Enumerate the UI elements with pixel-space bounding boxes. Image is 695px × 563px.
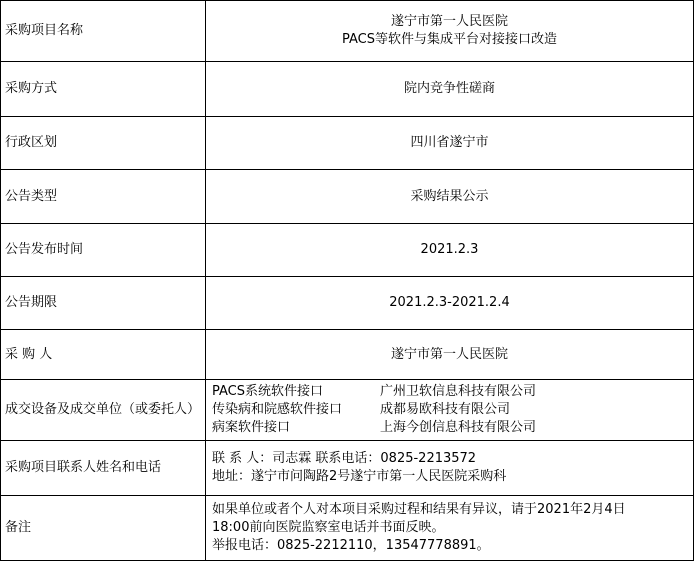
row-contact <box>1 441 694 496</box>
label-period: 公告期限 <box>1 277 206 330</box>
award-supplier-1: 广州卫软信息科技有限公司 <box>380 384 537 399</box>
row-project-name <box>1 1 694 62</box>
row-award <box>1 380 694 441</box>
label-publish-time: 公告发布时间 <box>1 224 206 277</box>
row-remark <box>1 496 694 561</box>
value-notice-type: 采购结果公示 <box>206 170 694 224</box>
label-purchaser: 采 购 人 <box>1 330 206 380</box>
label-notice-type: 公告类型 <box>1 170 206 224</box>
row-region <box>1 117 694 170</box>
value-period: 2021.2.3-2021.2.4 <box>206 277 694 330</box>
remark-line1: 如果单位或者个人对本项目采购过程和结果有异议，请于2021年2月4日 <box>212 502 626 517</box>
award-list <box>212 383 693 437</box>
value-publish-time: 2021.2.3 <box>206 224 694 277</box>
row-method <box>1 62 694 117</box>
value-remark <box>206 496 694 561</box>
remark-line3: 举报电话：0825-2212110，13547778891。 <box>212 538 490 553</box>
row-notice-type <box>1 170 694 224</box>
value-project-name <box>206 1 694 62</box>
award-supplier-2: 成都易欧科技有限公司 <box>380 402 511 417</box>
value-region: 四川省遂宁市 <box>206 117 694 170</box>
label-project-name: 采购项目名称 <box>1 1 206 62</box>
contact-person-phone: 联 系 人：司志霖 联系电话：0825-2213572 <box>212 451 477 466</box>
value-award <box>206 380 694 441</box>
value-purchaser: 遂宁市第一人民医院 <box>206 330 694 380</box>
award-equipment-2: 传染病和院感软件接口 <box>212 402 343 417</box>
value-contact <box>206 441 694 496</box>
label-award: 成交设备及成交单位（或委托人） <box>1 380 206 441</box>
value-method: 院内竞争性磋商 <box>206 62 694 117</box>
label-method: 采购方式 <box>1 62 206 117</box>
label-remark: 备注 <box>1 496 206 561</box>
project-name-line1: 遂宁市第一人民医院 <box>390 14 508 29</box>
contact-address: 地址：遂宁市问陶路2号遂宁市第一人民医院采购科 <box>212 469 507 484</box>
award-equipment-3: 病案软件接口 <box>212 420 291 435</box>
award-equipment-1: PACS系统软件接口 <box>212 384 324 399</box>
row-publish-time <box>1 224 694 277</box>
project-name-line2: PACS等软件与集成平台对接接口改造 <box>341 32 557 47</box>
label-region: 行政区划 <box>1 117 206 170</box>
remark-line2: 18:00前向医院监察室电话并书面反映。 <box>212 520 445 535</box>
label-contact: 采购项目联系人姓名和电话 <box>1 441 206 496</box>
row-purchaser <box>1 330 694 380</box>
row-period <box>1 277 694 330</box>
award-supplier-3: 上海今创信息科技有限公司 <box>380 420 537 435</box>
